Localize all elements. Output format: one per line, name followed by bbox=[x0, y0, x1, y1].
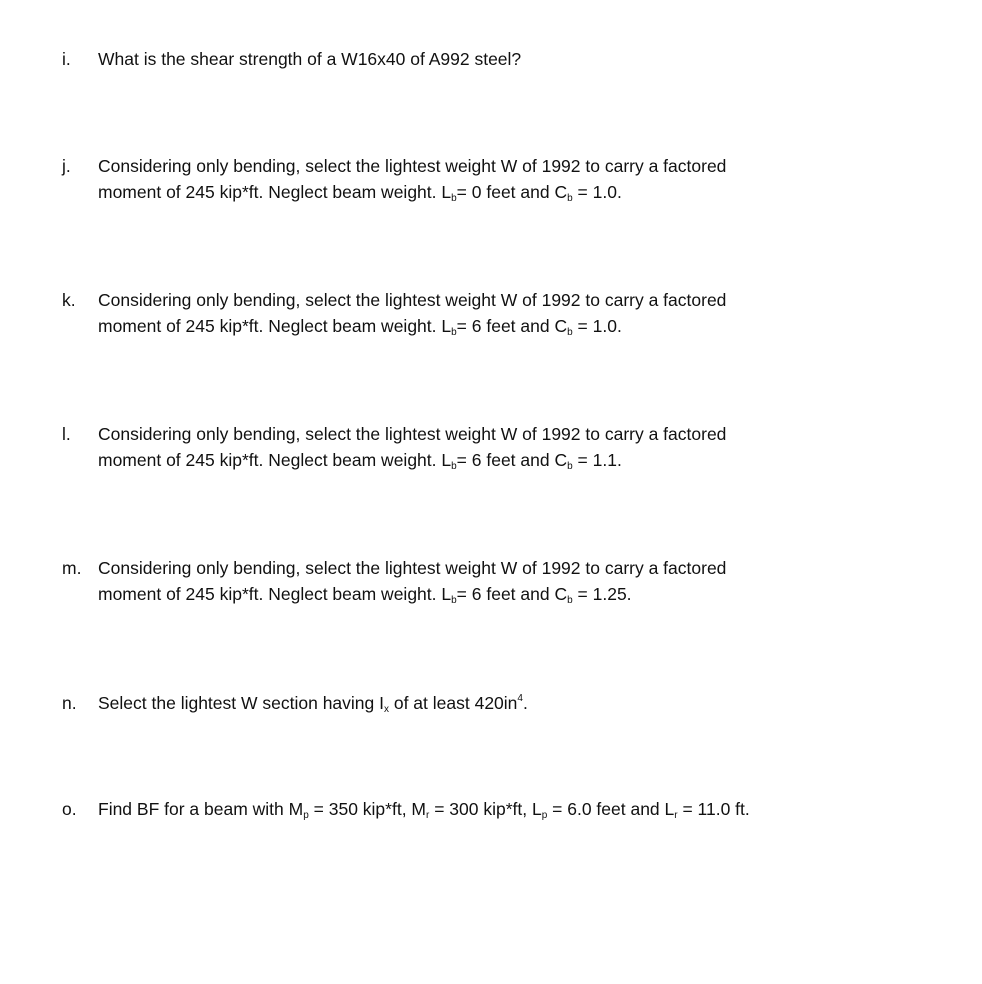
question-text bbox=[98, 796, 750, 822]
text: = 0 feet and C bbox=[456, 182, 568, 202]
text: = 6.0 feet and L bbox=[547, 799, 675, 819]
text: = 1.1. bbox=[572, 450, 622, 470]
subscript: b bbox=[567, 461, 573, 472]
subscript: b bbox=[567, 595, 573, 606]
text: = 1.0. bbox=[572, 182, 622, 202]
question-line-1: Considering only bending, select the lightest weight W of 1992 to carry a factored bbox=[98, 290, 727, 310]
question-label: j. bbox=[62, 156, 71, 176]
text: = 11.0 ft. bbox=[677, 799, 750, 819]
question-line-2 bbox=[98, 447, 726, 473]
subscript: r bbox=[426, 810, 430, 821]
text: = 350 kip*ft, M bbox=[308, 799, 426, 819]
question-line-1: Considering only bending, select the lightest weight W of 1992 to carry a factored bbox=[98, 156, 727, 176]
subscript: b bbox=[567, 193, 573, 204]
question-text bbox=[98, 555, 726, 607]
question-text bbox=[98, 153, 726, 205]
question-line-2 bbox=[98, 179, 726, 205]
question-label: l. bbox=[62, 424, 71, 444]
text: = 1.25. bbox=[572, 584, 632, 604]
text: = 1.0. bbox=[572, 316, 622, 336]
subscript: b bbox=[451, 461, 457, 472]
question-label: n. bbox=[62, 693, 77, 713]
text: = 300 kip*ft, L bbox=[429, 799, 542, 819]
subscript: p bbox=[303, 810, 309, 821]
question-line-2 bbox=[98, 581, 726, 607]
subscript: p bbox=[541, 810, 548, 821]
subscript: b bbox=[451, 193, 457, 204]
question-label: i. bbox=[62, 49, 71, 69]
question-line-2 bbox=[98, 313, 726, 339]
text: Find BF for a beam with M bbox=[98, 799, 304, 819]
question-line-1: Considering only bending, select the lightest weight W of 1992 to carry a factored bbox=[98, 424, 727, 444]
subscript: b bbox=[451, 327, 457, 338]
text: = 6 feet and C bbox=[456, 316, 568, 336]
text: moment of 245 kip*ft. Neglect beam weight. L bbox=[98, 584, 452, 604]
text: = 6 feet and C bbox=[456, 450, 568, 470]
subscript: b bbox=[567, 327, 573, 338]
text: = 6 feet and C bbox=[456, 584, 568, 604]
text: moment of 245 kip*ft. Neglect beam weight. L bbox=[98, 182, 452, 202]
subscript: r bbox=[674, 810, 678, 821]
subscript: x bbox=[383, 704, 389, 715]
question-label: k. bbox=[62, 290, 76, 310]
text: of at least 420in bbox=[388, 693, 518, 713]
superscript: 4 bbox=[517, 693, 523, 704]
question-line-1: Considering only bending, select the lightest weight W of 1992 to carry a factored bbox=[98, 558, 727, 578]
text: . bbox=[522, 693, 528, 713]
question-text bbox=[98, 421, 726, 473]
subscript: b bbox=[451, 595, 457, 606]
text: moment of 245 kip*ft. Neglect beam weight. L bbox=[98, 450, 452, 470]
question-text: What is the shear strength of a W16x40 of A992 steel? bbox=[98, 49, 522, 69]
text: moment of 245 kip*ft. Neglect beam weight. L bbox=[98, 316, 452, 336]
question-label: m. bbox=[62, 558, 82, 578]
question-label: o. bbox=[62, 799, 77, 819]
question-text bbox=[98, 690, 528, 716]
text: Select the lightest W section having I bbox=[98, 693, 384, 713]
question-text bbox=[98, 287, 726, 339]
